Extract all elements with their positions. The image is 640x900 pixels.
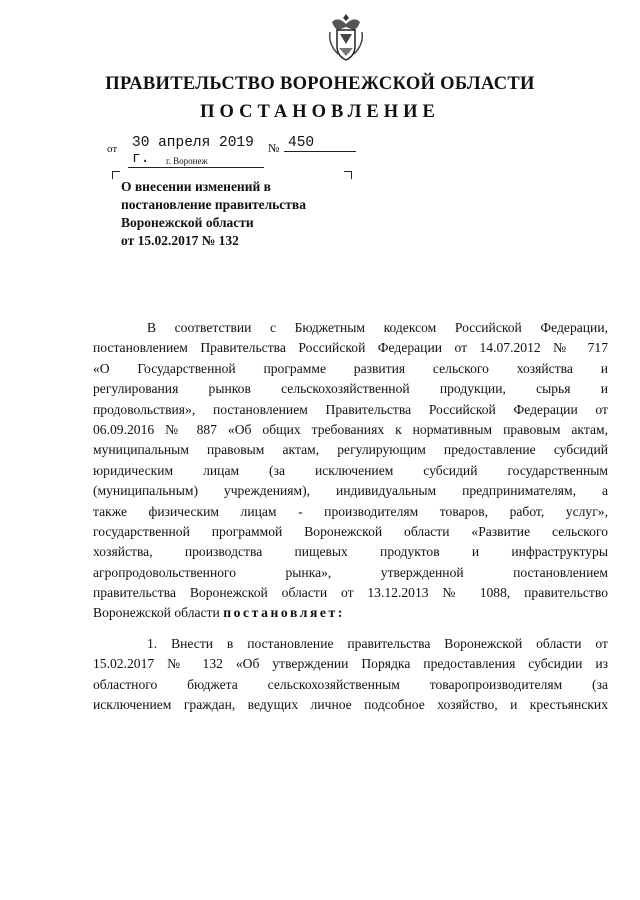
title-line: постановление правительства xyxy=(121,197,306,212)
body-line: юридическим лицам (за исключением субсидий государственным xyxy=(93,462,608,478)
body-line: 15.02.2017 № 132 «Об утверждении Порядка предоставления субсидии из xyxy=(93,656,608,672)
document-body xyxy=(93,318,608,715)
document-title xyxy=(121,178,361,250)
body-line: хозяйства, производства пищевых продуктов и инфраструктуры xyxy=(93,544,608,560)
body-line: исключением граждан, ведущих личное подсобное хозяйство, и крестьянских xyxy=(93,697,608,713)
body-line: продовольствия», постановлением Правительства Российской Федерации от xyxy=(93,401,608,417)
body-line: областного бюджета сельскохозяйственным товаропроизводителям (за xyxy=(93,676,608,692)
document-date: 30 апреля 2019 г. xyxy=(128,135,264,168)
title-corner-left xyxy=(112,171,120,179)
body-line: В соответствии с Бюджетным кодексом Российской Федерации, xyxy=(147,320,608,335)
date-prefix: от xyxy=(107,143,118,155)
body-text: Воронежской области xyxy=(93,605,220,621)
city: г. Воронеж xyxy=(166,156,208,166)
organization-name: ПРАВИТЕЛЬСТВО ВОРОНЕЖСКОЙ ОБЛАСТИ xyxy=(105,74,535,94)
body-line: правительства Воронежской области от 13.12.2013 № 1088, правительство xyxy=(93,585,608,601)
body-line-final xyxy=(93,603,608,623)
body-line: «О Государственной программе развития сельского хозяйства и xyxy=(93,360,608,376)
title-line: О внесении изменений в xyxy=(121,179,271,194)
document-type: ПОСТАНОВЛЕНИЕ xyxy=(200,102,440,122)
body-line: муниципальным правовым актам, регулирующим предоставление субсидий xyxy=(93,442,608,458)
body-line: государственной программой Воронежской области «Развитие сельского xyxy=(93,523,608,539)
title-line: Воронежской области xyxy=(121,215,254,230)
number-prefix: № xyxy=(268,141,280,155)
body-line: 1. Внести в постановление правительства Воронежской области от xyxy=(147,635,608,651)
body-line: (муниципальным) учреждениям), индивидуальным предпринимателям, а xyxy=(93,483,608,499)
body-line: также физическим лицам - производителям товаров, работ, услуг», xyxy=(93,503,608,519)
body-line: 06.09.2016 № 887 «Об общих требованиях к нормативным правовым актам, xyxy=(93,421,608,437)
decree-keyword: постановляет: xyxy=(223,605,345,621)
body-line: регулирования рынков сельскохозяйственной продукции, сырья и xyxy=(93,381,608,397)
title-line: от 15.02.2017 № 132 xyxy=(121,233,239,248)
coat-of-arms-icon xyxy=(326,10,366,66)
body-line: агропродовольственного рынка», утвержденной постановлением xyxy=(93,564,608,580)
body-line: постановлением Правительства Российской Федерации от 14.07.2012 № 717 xyxy=(93,340,608,356)
document-number: 450 xyxy=(284,135,356,152)
